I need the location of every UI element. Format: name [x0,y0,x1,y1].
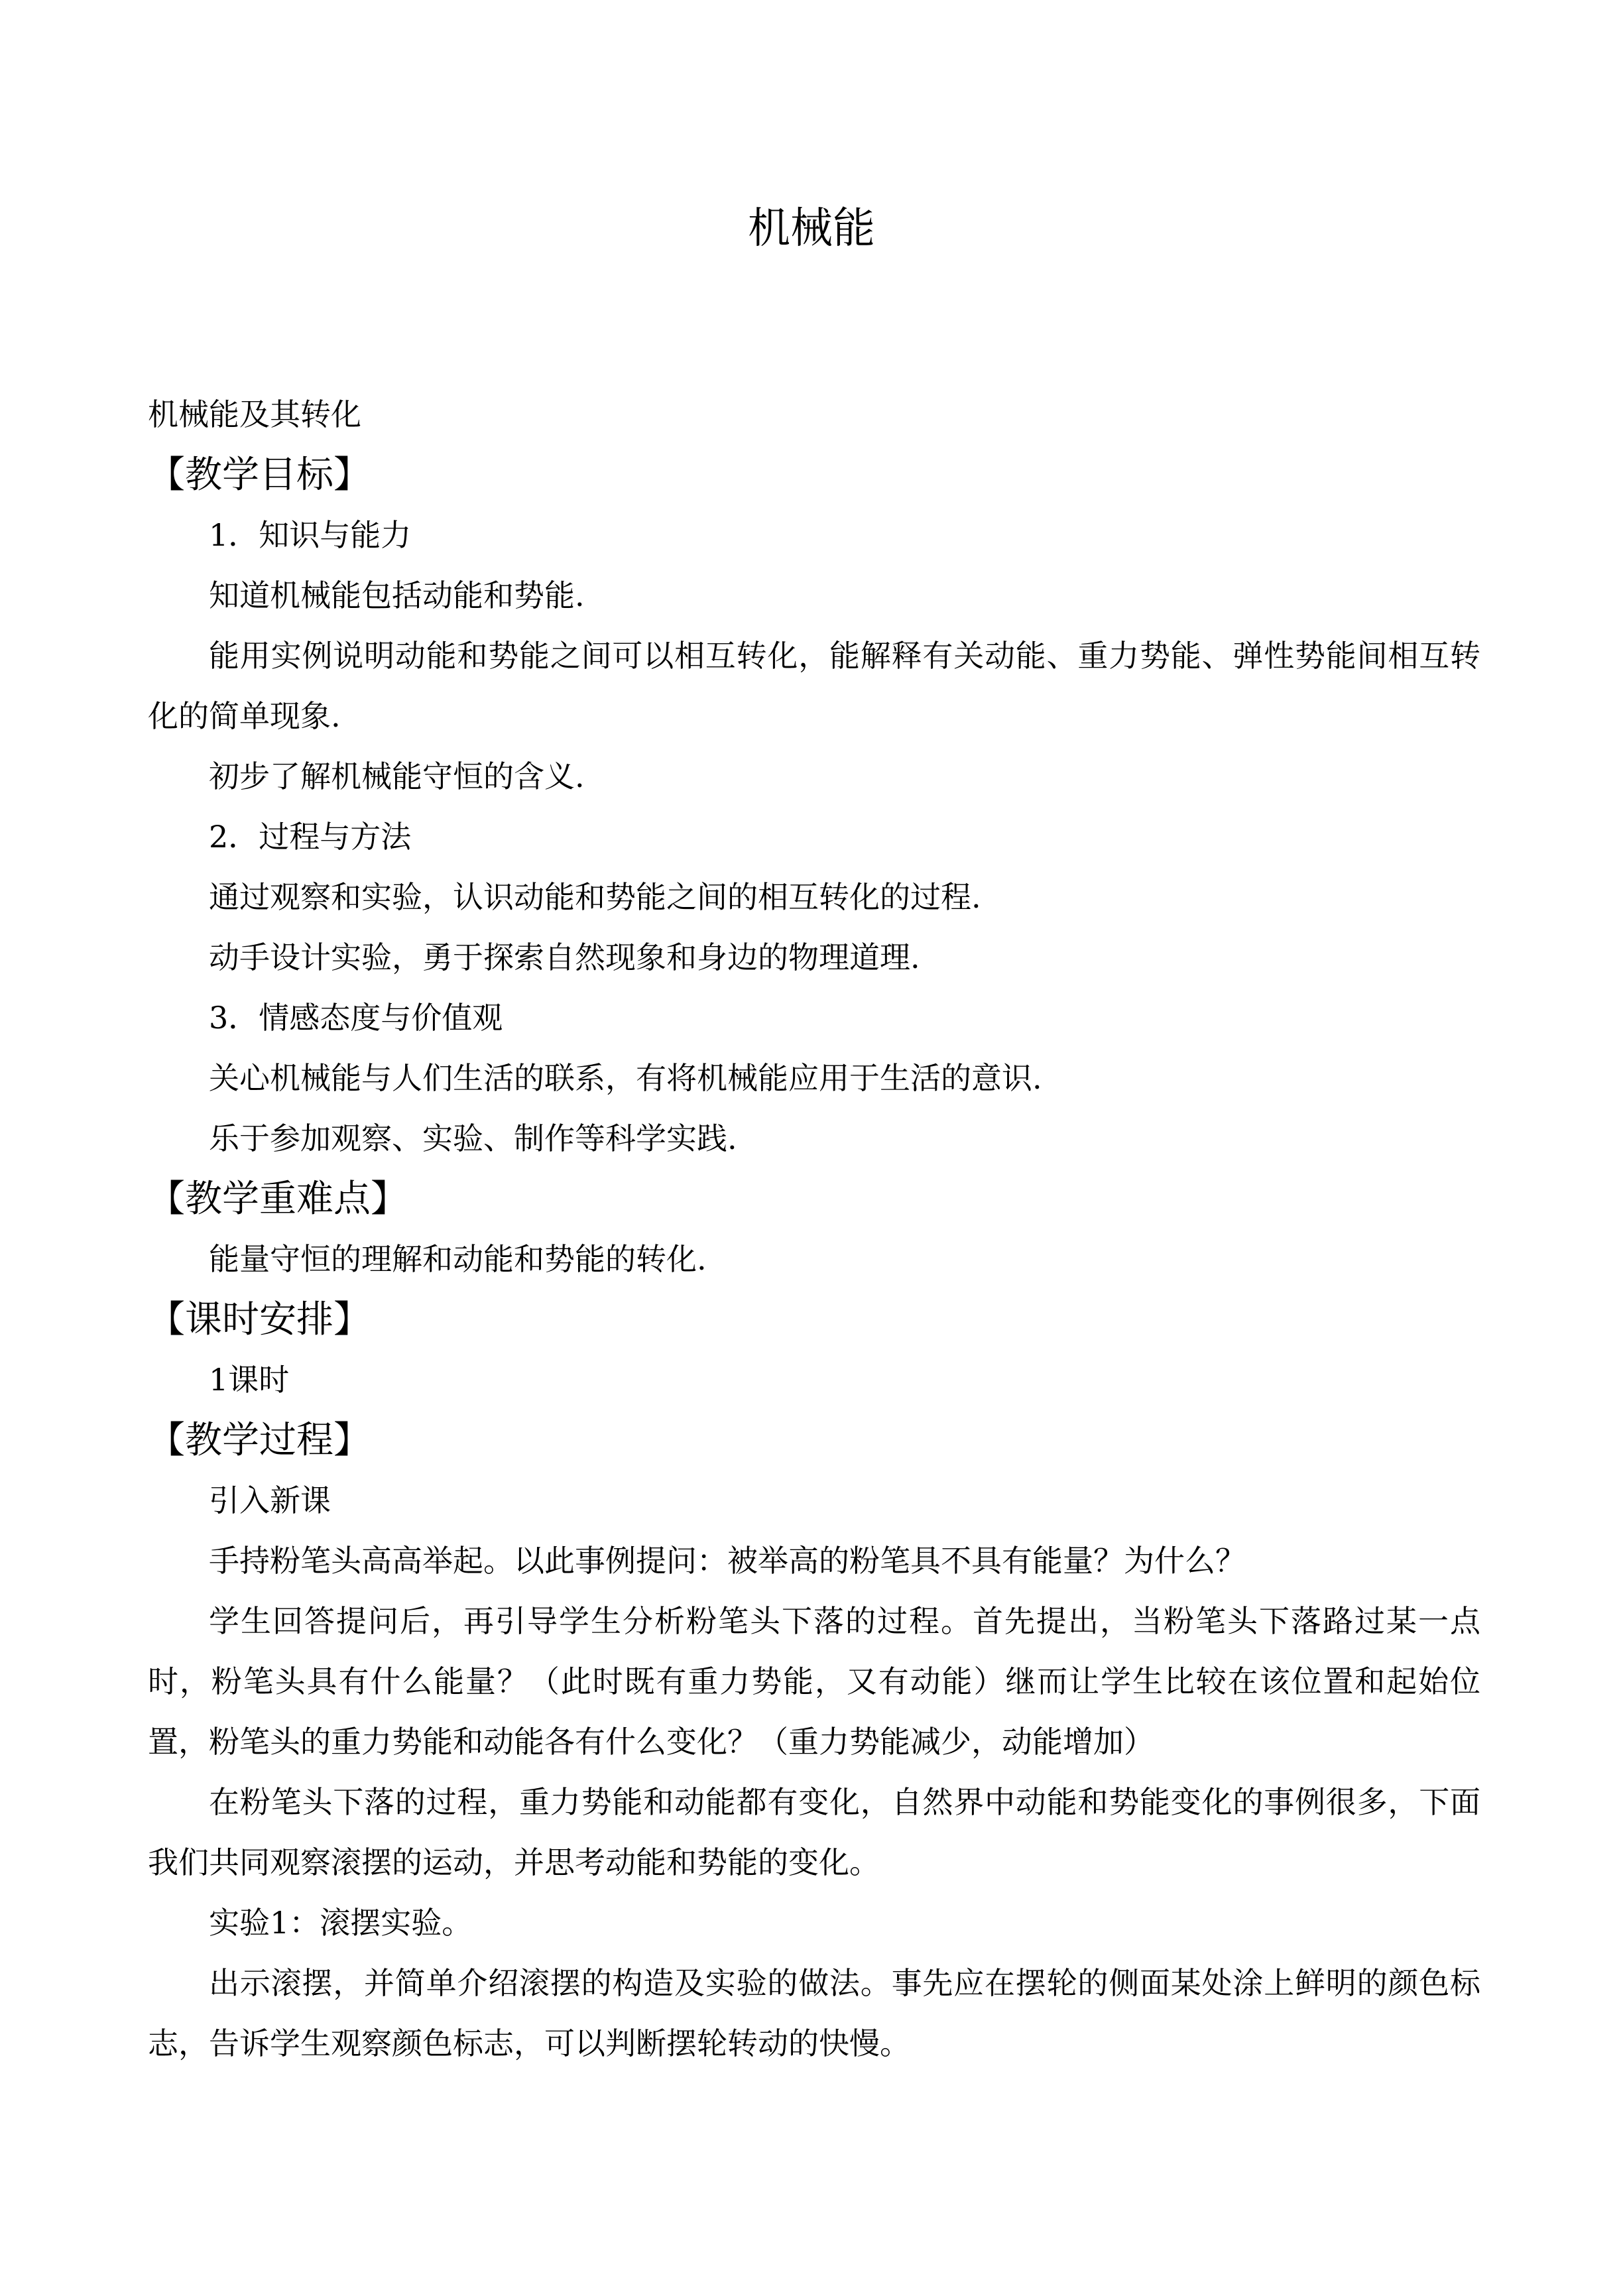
section-heading-schedule: 【课时安排】 [148,1298,371,1341]
paragraph: 学生回答提问后，再引导学生分析粉笔头下落的过程。首先提出，当粉笔头下落路过某一点时，粉笔头具有什么能量？（此时既有重力势能，又有动能）继而让学生比较在该位置和起始位置，粉笔头的重力势能和动能各有什么变化？（重力势能减少，动能增加） [148,1603,1480,1760]
section-heading-objectives: 【教学目标】 [148,453,371,497]
paragraph: 动手设计实验，勇于探索自然现象和身边的物理道理. [209,939,920,975]
paragraph: 引入新课 [209,1482,331,1518]
paragraph: 知道机械能包括动能和势能. [209,577,585,613]
paragraph: 手持粉笔头高高举起。以此事例提问：被举高的粉笔具不具有能量？为什么？ [209,1543,1246,1579]
paragraph: 通过观察和实验，认识动能和势能之间的相互转化的过程. [209,879,981,915]
paragraph: 能量守恒的理解和动能和势能的转化. [209,1241,707,1277]
document-body [148,385,1480,2074]
paragraph: 实验1：滚摆实验。 [209,1905,473,1941]
list-item-process: 2．过程与方法 [209,819,412,855]
paragraph: 出示滚摆，并简单介绍滚摆的构造及实验的做法。事先应在摆轮的侧面某处涂上鲜明的颜色标志，告诉学生观察颜色标志，可以判断摆轮转动的快慢。 [148,1965,1480,2061]
list-item-knowledge: 1．知识与能力 [209,517,412,553]
paragraph: 能用实例说明动能和势能之间可以相互转化，能解释有关动能、重力势能、弹性势能间相互转化的简单现象. [148,638,1480,734]
paragraph: 在粉笔头下落的过程，重力势能和动能都有变化，自然界中动能和势能变化的事例很多，下面我们共同观察滚摆的运动，并思考动能和势能的变化。 [148,1784,1480,1880]
paragraph: 关心机械能与人们生活的联系，有将机械能应用于生活的意识. [209,1060,1042,1096]
paragraph: 乐于参加观察、实验、制作等科学实践. [209,1120,737,1156]
subtitle: 机械能及其转化 [148,396,361,432]
paragraph: 初步了解机械能守恒的含义. [209,758,585,794]
document-title: 机械能 [748,204,875,253]
section-heading-process: 【教学过程】 [148,1419,371,1462]
paragraph: 1课时 [209,1362,290,1398]
section-heading-keypoints: 【教学重难点】 [148,1178,408,1221]
list-item-attitude: 3．情感态度与价值观 [209,1000,503,1036]
